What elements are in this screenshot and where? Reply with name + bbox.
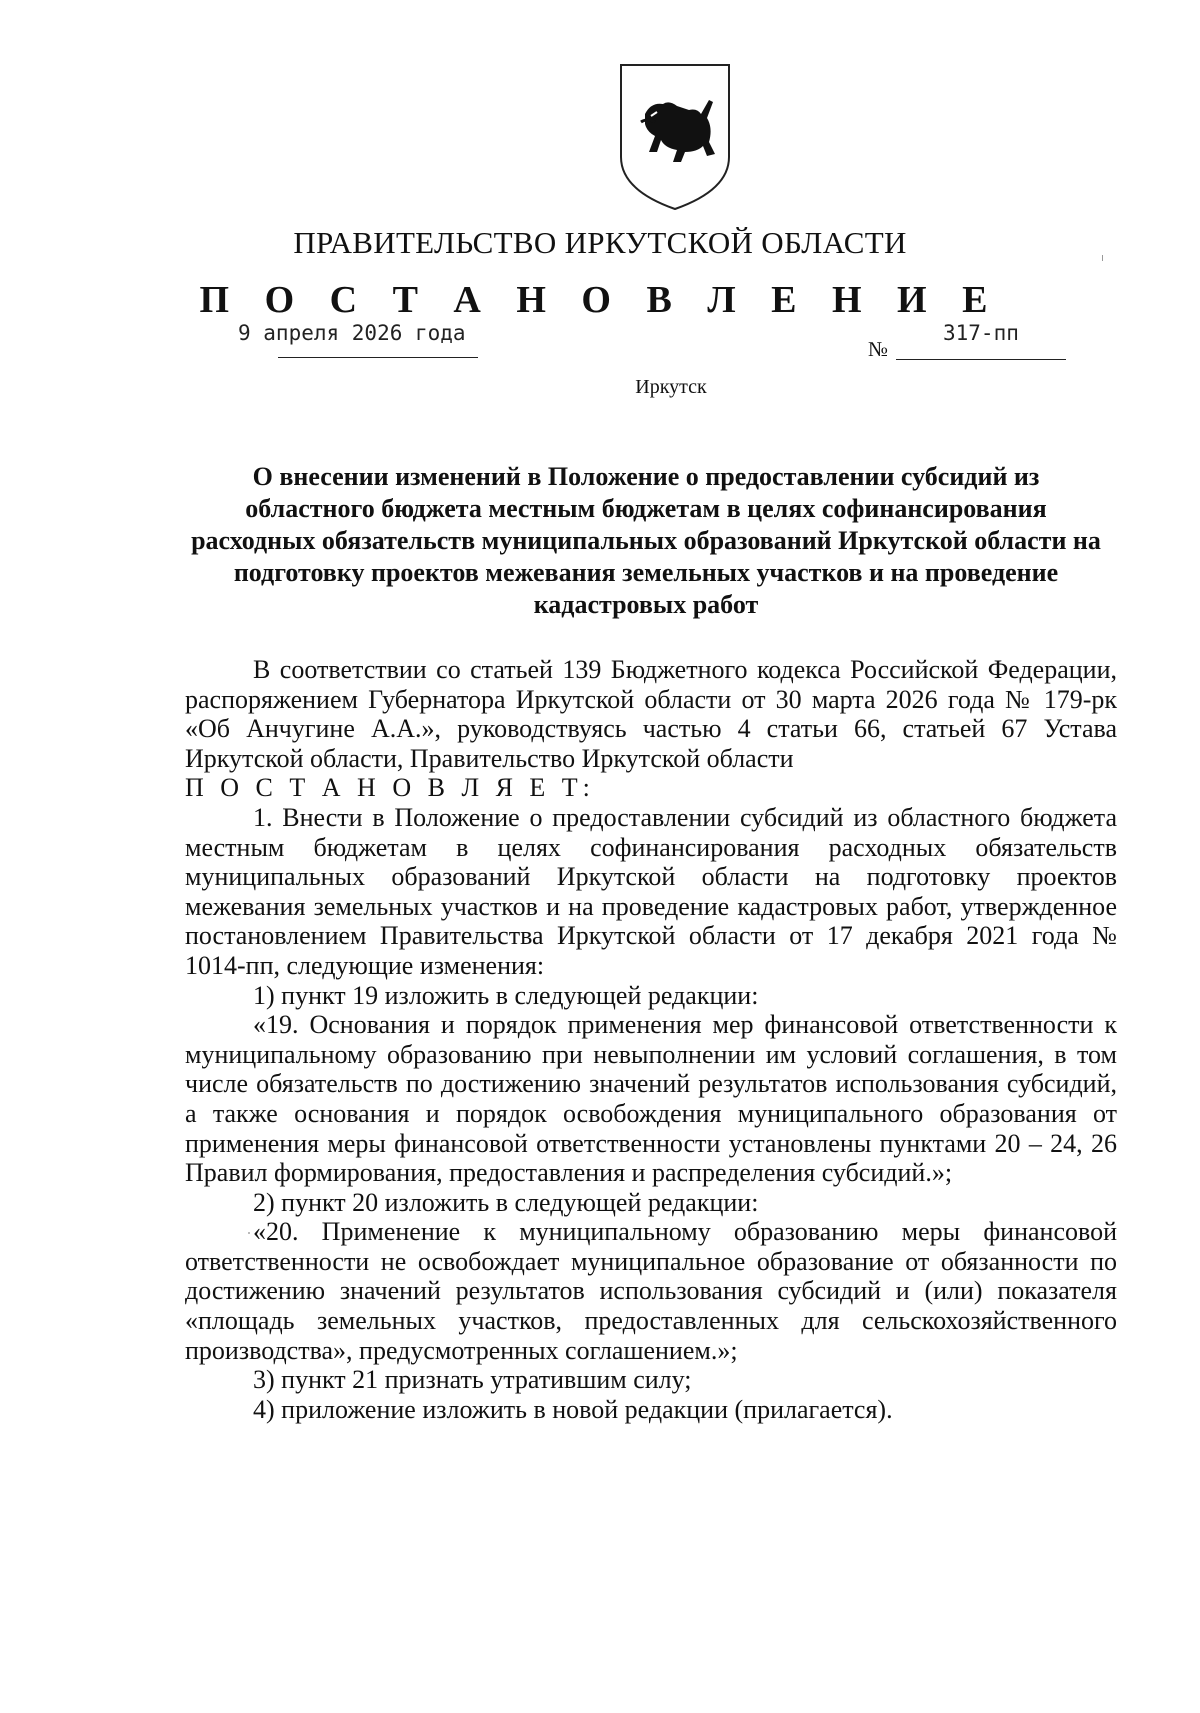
- document-number: 317-пп: [943, 321, 1019, 345]
- org-title: ПРАВИТЕЛЬСТВО ИРКУТСКОЙ ОБЛАСТИ: [293, 225, 907, 260]
- subitem-1-text: «19. Основания и порядок применения мер финансовой ответственности к муниципальному образованию при невыполнении им условий соглашения, в том числе обязательств по достижению значений результатов использования субсидий, а также основания и порядок освобождения муниципального образования от применения меры финансовой ответственности установлены пунктами 20 – 24, 26 Правил формирования, предоставления и распределения субсидий.»;: [185, 1010, 1117, 1188]
- document-type: П О С Т А Н О В Л Е Н И Е: [199, 279, 1001, 321]
- subitem-2-text: «20. Применение к муниципальному образованию меры финансовой ответственности не освобождает муниципальное образование от обязанности по достижению значений результатов использования субсидий и (или) показателя «площадь земельных участков, предоставленных для сельскохозяйственного производства», предусмотренных соглашением.»;: [185, 1217, 1117, 1365]
- preamble-paragraph: В соответствии со статьей 139 Бюджетного кодекса Российской Федерации, распоряжением Губернатора Иркутской области от 30 марта 2026 года № 179-рк «Об Анчугине А.А.», руководствуясь частью 4 статьи 66, статьей 67 Устава Иркутской области, Правительство Иркутской области: [185, 655, 1117, 773]
- coat-of-arms-icon: [617, 62, 733, 212]
- document-date: 9 апреля 2026 года: [238, 321, 466, 345]
- date-underline: [278, 357, 478, 358]
- document-heading: О внесении изменений в Положение о предоставлении субсидий из областного бюджета местным бюджетам в целях софинансирования расходных обязательств муниципальных образований Иркутской области на подготовку проектов межевания земельных участков и на проведение кадастровых работ: [191, 462, 1101, 619]
- subitem-3: 3) пункт 21 признать утратившим силу;: [253, 1365, 692, 1395]
- number-sign: №: [868, 337, 889, 361]
- subitem-4: 4) приложение изложить в новой редакции (прилагается).: [253, 1394, 893, 1424]
- decree-word: П О С Т А Н О В Л Я Е Т:: [185, 773, 595, 803]
- document-body: [185, 655, 1117, 1424]
- paragraph-1: 1. Внести в Положение о предоставлении субсидий из областного бюджета местным бюджетам в целях софинансирования расходных обязательств муниципальных образований Иркутской области на подготовку проектов межевания земельных участков и на проведение кадастровых работ, утвержденное постановлением Правительства Иркутской области от 17 декабря 2021 года № 1014-пп, следующие изменения:: [185, 802, 1117, 980]
- city: Иркутск: [635, 376, 707, 398]
- number-underline: [896, 359, 1066, 360]
- subitem-2: 2) пункт 20 изложить в следующей редакции:: [253, 1187, 759, 1217]
- subitem-1: 1) пункт 19 изложить в следующей редакции:: [253, 980, 759, 1010]
